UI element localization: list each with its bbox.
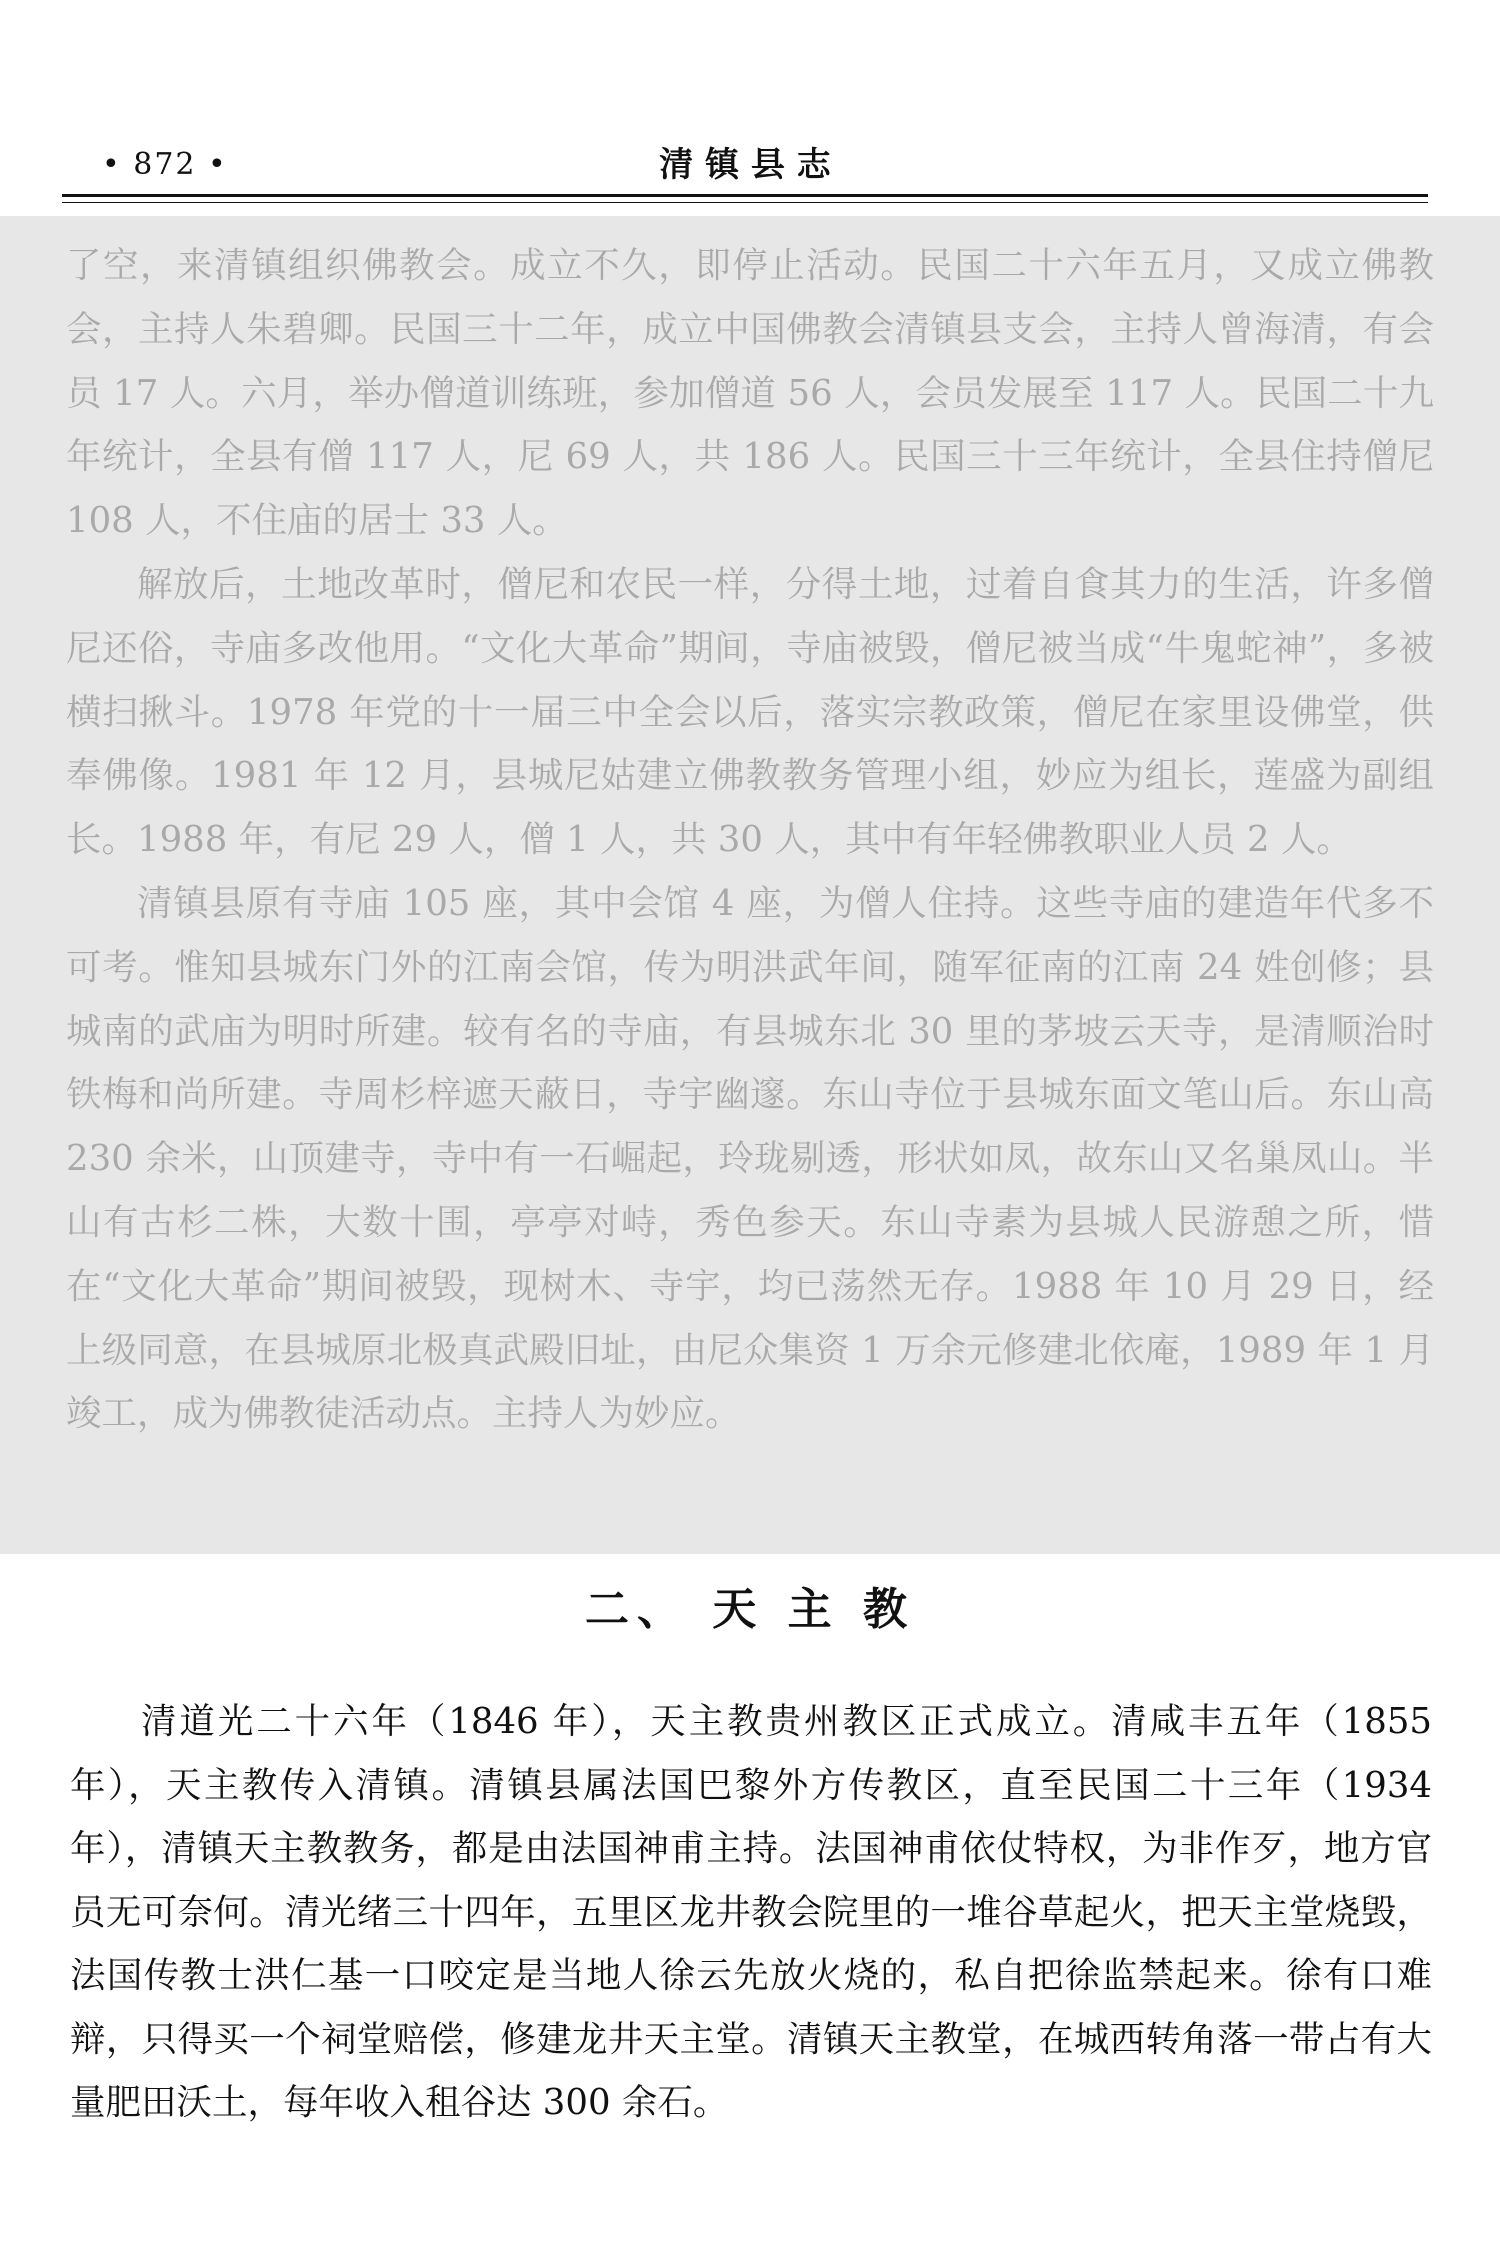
body-paragraph-1: 清道光二十六年（1846 年），天主教贵州教区正式成立。清咸丰五年（1855 年），天主教传入清镇。清镇县属法国巴黎外方传教区，直至民国二十三年（1934 年），清镇天主教教务，都是由法国神甫主持。法国神甫依仗特权，为非作歹，地方官员无可奈何。清光绪三十四年，五里区龙井教会院里的一堆谷草起火，把天主堂烧毁，法国传教士洪仁基一口咬定是当地人徐云先放火烧的，私自把徐监禁起来。徐有口难辩，只得买一个祠堂赔偿，修建龙井天主堂。清镇天主教堂，在城西转角落一带占有大量肥田沃土，每年收入租谷达 300 余石。 bbox=[70, 1701, 1432, 2123]
shaded-paragraph-3: 清镇县原有寺庙 105 座，其中会馆 4 座，为僧人住持。这些寺庙的建造年代多不可考。惟知县城东门外的江南会馆，传为明洪武年间，随军征南的江南 24 姓创修；县城南的武庙为明时所建。较有名的寺庙，有县城东北 30 里的茅坡云天寺，是清顺治时铁梅和尚所建。寺周杉梓遮天蔽日，寺宇幽邃。东山寺位于县城东面文笔山后。东山高 230 余米，山顶建寺，寺中有一石崛起，玲珑剔透，形状如凤，故东山又名巢凤山。半山有古杉二株，大数十围，亭亭对峙，秀色参天。东山寺素为县城人民游憩之所，惜在“文化大革命”期间被毁，现树木、寺宇，均已荡然无存。1988 年 10 月 29 日，经上级同意，在县城原北极真武殿旧址，由尼众集资 1 万余元修建北依庵，1989 年 1 月竣工，成为佛教徒活动点。主持人为妙应。 bbox=[66, 882, 1434, 1435]
page-header bbox=[62, 140, 1428, 190]
section-body bbox=[70, 1690, 1432, 2135]
page-number: • 872 • bbox=[102, 147, 228, 182]
shaded-paragraph-1: 了空，来清镇组织佛教会。成立不久，即停止活动。民国二十六年五月，又成立佛教会，主持人朱碧卿。民国三十二年，成立中国佛教会清镇县支会，主持人曾海清，有会员 17 人。六月，举办僧道训练班，参加僧道 56 人，会员发展至 117 人。民国二十九年统计，全县有僧 117 人，尼 69 人，共 186 人。民国三十三年统计，全县住持僧尼 108 人，不住庙的居士 33 人。 bbox=[66, 245, 1434, 542]
header-rule-thin bbox=[62, 202, 1428, 203]
book-title: 清 镇 县 志 bbox=[659, 145, 831, 185]
shaded-text-block bbox=[66, 234, 1434, 1446]
shaded-paragraph-2: 解放后，土地改革时，僧尼和农民一样，分得土地，过着自食其力的生活，许多僧尼还俗，寺庙多改他用。“文化大革命”期间，寺庙被毁，僧尼被当成“牛鬼蛇神”，多被横扫揪斗。1978 年党的十一届三中全会以后，落实宗教政策，僧尼在家里设佛堂，供奉佛像。1981 年 12 月，县城尼姑建立佛教教务管理小组，妙应为组长，莲盛为副组长。1988 年，有尼 29 人，僧 1 人，共 30 人，其中有年轻佛教职业人员 2 人。 bbox=[66, 563, 1434, 861]
header-rule-thick bbox=[62, 194, 1428, 197]
section-heading: 二、 天 主 教 bbox=[585, 1584, 915, 1635]
